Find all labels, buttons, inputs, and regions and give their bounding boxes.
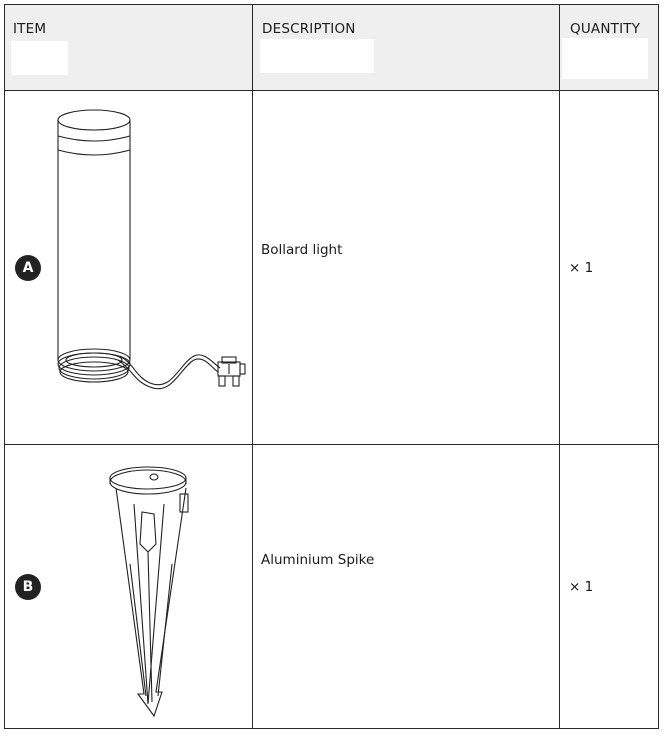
header-description-placeholder xyxy=(260,39,374,73)
table-border-left xyxy=(4,4,5,729)
header-item-placeholder xyxy=(11,41,68,75)
bollard-light-icon xyxy=(54,102,254,402)
table-border-bottom xyxy=(4,728,659,729)
description-b: Aluminium Spike xyxy=(261,552,375,568)
header-quantity: QUANTITY xyxy=(570,21,641,37)
header-item: ITEM xyxy=(13,21,47,37)
parts-table xyxy=(4,4,659,729)
table-border-right xyxy=(658,4,659,729)
quantity-a: × 1 xyxy=(569,260,594,276)
item-badge-a: A xyxy=(15,255,41,281)
table-border-top xyxy=(4,4,659,5)
header-quantity-placeholder xyxy=(562,38,648,79)
item-badge-b: B xyxy=(15,574,41,600)
description-a: Bollard light xyxy=(261,242,343,258)
header-divider xyxy=(4,90,659,91)
quantity-b: × 1 xyxy=(569,579,594,595)
header-description: DESCRIPTION xyxy=(262,21,356,37)
column-divider-2 xyxy=(559,4,560,729)
row-divider xyxy=(4,444,659,445)
aluminium-spike-icon xyxy=(104,464,194,719)
